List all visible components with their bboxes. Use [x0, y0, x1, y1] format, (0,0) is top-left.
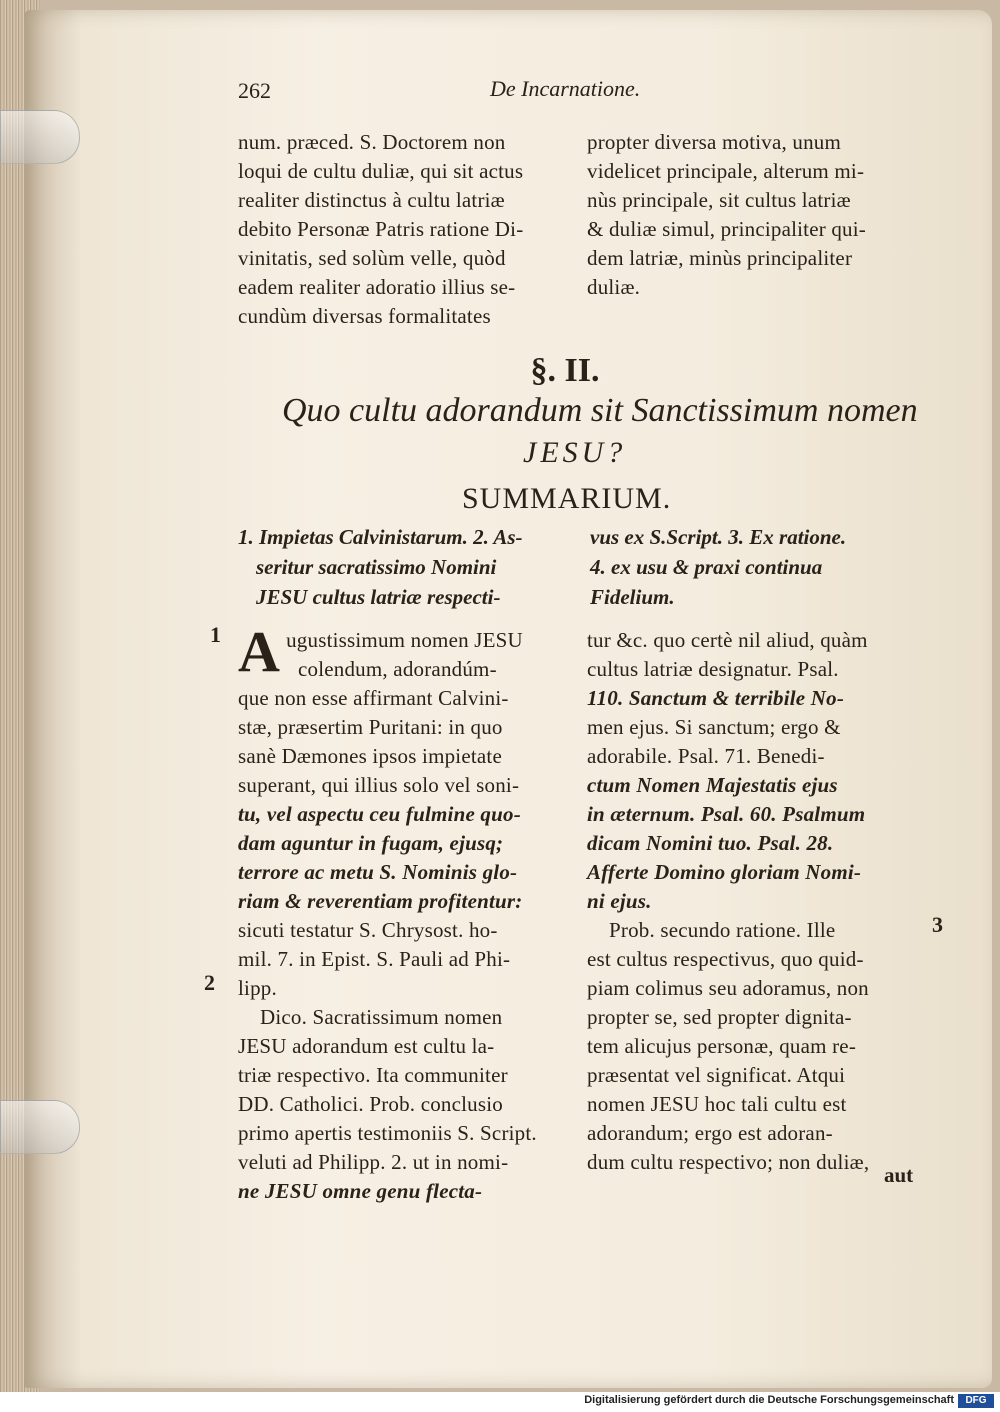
text-line: Afferte Domino gloriam Nomi-: [587, 860, 862, 884]
text-line: debito Personæ Patris ratione Di-: [238, 217, 524, 241]
text-line: sanè Dæmones ipsos impietate: [238, 744, 502, 768]
text-line: dicam Nomini tuo. Psal. 28.: [587, 831, 834, 855]
summary-line: vus ex S.Script. 3. Ex ratione.: [590, 525, 847, 549]
text-line: dum cultu respectivo; non duliæ,: [587, 1150, 870, 1174]
text-line: num. præced. S. Doctorem non: [238, 130, 506, 154]
margin-number: 2: [204, 970, 215, 995]
summarium-heading: SUMMARIUM.: [462, 482, 672, 515]
text-line: dam aguntur in fugam, ejusq;: [238, 831, 504, 855]
page-number: 262: [238, 78, 271, 103]
body-right-column: [587, 626, 869, 1177]
funding-credit: Digitalisierung gefördert durch die Deutsche Forschungsgemeinschaft: [584, 1394, 954, 1406]
margin-number: 3: [932, 912, 943, 937]
text-line: tu, vel aspectu ceu fulmine quo-: [238, 802, 521, 826]
text-line: vinitatis, sed solùm velle, quòd: [238, 246, 506, 270]
text-line: veluti ad Philipp. 2. ut in nomi-: [238, 1150, 509, 1174]
text-line: & duliæ simul, principaliter qui-: [587, 217, 866, 241]
text-line-content: ugustissimum nomen JESU: [286, 628, 523, 652]
footer-bar: [0, 1392, 1000, 1412]
text-line: sicuti testatur S. Chrysost. ho-: [238, 918, 498, 942]
summarium-right-column: [590, 522, 846, 612]
top-right-column: [587, 128, 866, 302]
text-line: lipp.: [238, 976, 277, 1000]
text-line: 110. Sanctum & terribile No-: [587, 686, 845, 710]
summarium-left-column: [238, 522, 523, 612]
section-title: Quo cultu adorandum sit Sanctissimum nomen: [282, 392, 918, 429]
text-line: tur &c. quo certè nil aliud, quàm: [587, 628, 868, 652]
text-line: colendum, adorandúm-: [298, 657, 497, 681]
text-line: primo apertis testimoniis S. Script.: [238, 1121, 537, 1145]
section-number: §. II.: [530, 352, 600, 389]
text-line: propter se, sed propter dignita-: [587, 1005, 852, 1029]
text-line: dem latriæ, minùs principaliter: [587, 246, 853, 270]
text-line: adorabile. Psal. 71. Benedi-: [587, 744, 825, 768]
text-line: cundùm diversas formalitates: [238, 304, 491, 328]
text-line: mil. 7. in Epist. S. Pauli ad Phi-: [238, 947, 511, 971]
text-line: tem alicujus personæ, quam re-: [587, 1034, 857, 1058]
text-line: piam colimus seu adoramus, non: [587, 976, 869, 1000]
text-line: Dico. Sacratissimum nomen: [260, 1005, 503, 1029]
text-line: propter diversa motiva, unum: [587, 130, 842, 154]
text-line: que non esse affirmant Calvini-: [238, 686, 509, 710]
text-line: eadem realiter adoratio illius se-: [238, 275, 516, 299]
text-line: DD. Catholici. Prob. conclusio: [238, 1092, 503, 1116]
text-line: duliæ.: [587, 275, 641, 299]
text-line: Prob. secundo ratione. Ille: [609, 918, 836, 942]
text-line: JESU adorandum est cultu la-: [238, 1034, 495, 1058]
text-line: ctum Nomen Majestatis ejus: [587, 773, 838, 797]
summary-line: 4. ex usu & praxi continua: [590, 555, 823, 579]
body-left-column: [238, 619, 537, 1206]
text-line: præsentat vel significat. Atqui: [587, 1063, 846, 1087]
text-line: ni ejus.: [587, 889, 652, 913]
top-left-column: [238, 128, 523, 331]
text-line: terrore ac metu S. Nominis glo-: [238, 860, 518, 884]
clip-holder-top: [0, 110, 80, 164]
catchword: aut: [884, 1163, 914, 1187]
text-line: superant, qui illius solo vel soni-: [238, 773, 520, 797]
text-line: stæ, præsertim Puritani: in quo: [238, 715, 503, 739]
text-line: triæ respectivo. Ita communiter: [238, 1063, 508, 1087]
section-title-continued: JESU?: [523, 436, 627, 469]
text-line: nùs principale, sit cultus latriæ: [587, 188, 851, 212]
summary-line: Fidelium.: [590, 585, 675, 609]
summary-line: 1. Impietas Calvinistarum. 2. As-: [238, 525, 523, 549]
text-line: ne JESU omne genu flecta-: [238, 1179, 483, 1203]
text-line: cultus latriæ designatur. Psal.: [587, 657, 839, 681]
text-line: riam & reverentiam profitentur:: [238, 889, 523, 913]
text-line: nomen JESU hoc tali cultu est: [587, 1092, 847, 1116]
text-line: est cultus respectivus, quo quid-: [587, 947, 864, 971]
dfg-logo: DFG: [958, 1394, 994, 1408]
margin-number: 1: [210, 622, 221, 647]
summary-line: JESU cultus latriæ respecti-: [256, 585, 501, 609]
drop-cap: A: [238, 619, 281, 684]
text-line: adorandum; ergo est adoran-: [587, 1121, 833, 1145]
running-head: De Incarnatione.: [490, 76, 641, 101]
text-line: in æternum. Psal. 60. Psalmum: [587, 802, 866, 826]
text-line: loqui de cultu duliæ, qui sit actus: [238, 159, 524, 183]
text-line: videlicet principale, alterum mi-: [587, 159, 865, 183]
clip-holder-bottom: [0, 1100, 80, 1154]
summary-line: seritur sacratissimo Nomini: [256, 555, 497, 579]
text-line: men ejus. Si sanctum; ergo &: [587, 715, 841, 739]
text-line: realiter distinctus à cultu latriæ: [238, 188, 505, 212]
